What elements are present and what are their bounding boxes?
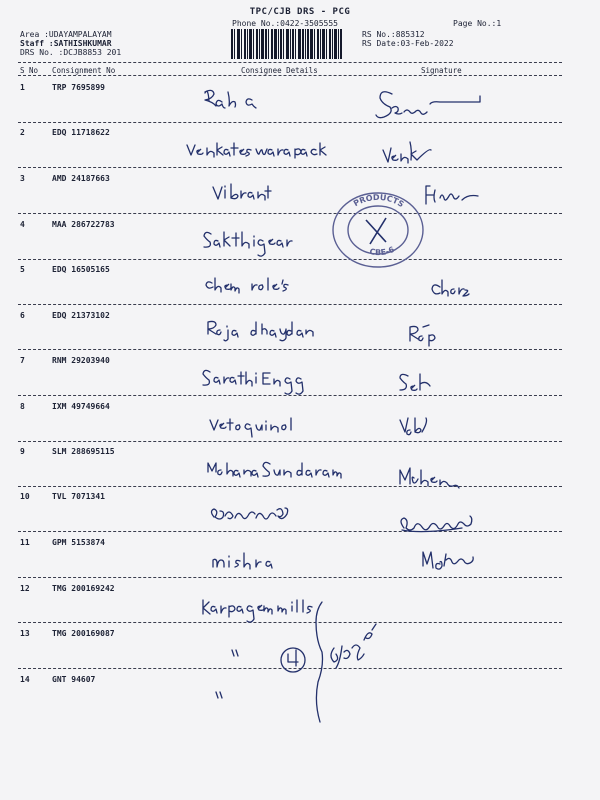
- handwritten-signature: [331, 624, 376, 668]
- row-consignment-no: GPM 5153874: [52, 538, 105, 547]
- handwritten-signature: [400, 418, 427, 435]
- handwritten-signature: [376, 92, 480, 118]
- row-consignment-no: TMG 200169242: [52, 584, 115, 593]
- row-consignment-no: EDQ 16505165: [52, 265, 110, 274]
- row-sno: 1: [20, 83, 25, 92]
- handwritten-signature: [383, 142, 431, 163]
- row-consignment-no: MAA 286722783: [52, 220, 115, 229]
- row-sno: 5: [20, 265, 25, 274]
- row-sno: 9: [20, 447, 25, 456]
- row-consignment-no: EDQ 11718622: [52, 128, 110, 137]
- column-header-sno: S No: [20, 66, 39, 75]
- handwritten-consignee: [206, 278, 288, 293]
- document-title: TPC/CJB DRS - PCG: [249, 7, 351, 17]
- handwritten-consignee: [203, 370, 303, 394]
- handwritten-consignee: [208, 462, 341, 478]
- handwritten-consignee: [205, 90, 256, 108]
- handwritten-consignee: [187, 143, 326, 158]
- row-consignment-no: RNM 29203940: [52, 356, 110, 365]
- handwritten-consignee: [213, 184, 271, 200]
- row-sno: 12: [20, 584, 30, 593]
- page-number: Page No.:1: [453, 19, 502, 28]
- handwritten-signature: [400, 468, 459, 488]
- row-consignment-no: IXM 49749664: [52, 402, 110, 411]
- handwritten-signature: [426, 186, 478, 204]
- row-sno: 14: [20, 675, 30, 684]
- row-sno: 13: [20, 629, 30, 638]
- row-sno: 6: [20, 311, 25, 320]
- handwritten-signature: [400, 374, 430, 390]
- row-consignment-no: TRP 7695899: [52, 83, 105, 92]
- handwritten-signature: [423, 552, 473, 569]
- row-consignment-no: AMD 24187663: [52, 174, 110, 183]
- handwritten-consignee: [203, 600, 312, 622]
- rs-number: RS No.:885312: [362, 30, 425, 39]
- phone-number: Phone No.:0422-3505555: [232, 19, 338, 28]
- drs-number: DRS No. :DCJB8853 201: [20, 48, 122, 57]
- staff-field: Staff :SATHISHKUMAR: [20, 39, 112, 48]
- handwritten-consignee: [212, 508, 288, 519]
- handwritten-consignee: [204, 232, 292, 256]
- column-header-consignment: Consignment No: [52, 66, 116, 75]
- handwritten-consignee: [210, 418, 291, 437]
- rs-date: RS Date:03-Feb-2022: [362, 39, 454, 48]
- stamp-text-top: PRODUCTS: [351, 192, 406, 210]
- row-consignment-no: EDQ 21373102: [52, 311, 110, 320]
- stamp-text-bottom: CBE-6: [368, 244, 396, 258]
- row-sno: 7: [20, 356, 25, 365]
- handwritten-signature: [432, 280, 469, 296]
- row-sno: 8: [20, 402, 25, 411]
- handwritten-consignee: [213, 553, 272, 569]
- row-consignment-no: SLM 288695115: [52, 447, 115, 456]
- row-consignment-no: TVL 7071341: [52, 492, 105, 501]
- svg-text:CBE-6: [369, 245, 396, 257]
- handwritten-consignee: [208, 321, 313, 340]
- row-consignment-no: GNT 94607: [52, 675, 96, 684]
- company-stamp: [330, 190, 426, 270]
- area-field: Area :UDAYAMPALAYAM: [20, 30, 112, 39]
- row-sno: 10: [20, 492, 30, 501]
- column-header-consignee: Consignee Details: [241, 66, 318, 75]
- ditto-mark: [216, 650, 238, 698]
- row-sno: 3: [20, 174, 25, 183]
- handwritten-signature: [410, 325, 435, 346]
- bracket-mark: [281, 602, 323, 722]
- column-header-signature: Signature: [421, 66, 462, 75]
- handwritten-signature: [401, 516, 472, 532]
- row-sno: 2: [20, 128, 25, 137]
- row-sno: 11: [20, 538, 30, 547]
- row-sno: 4: [20, 220, 25, 229]
- row-consignment-no: TMG 200169087: [52, 629, 115, 638]
